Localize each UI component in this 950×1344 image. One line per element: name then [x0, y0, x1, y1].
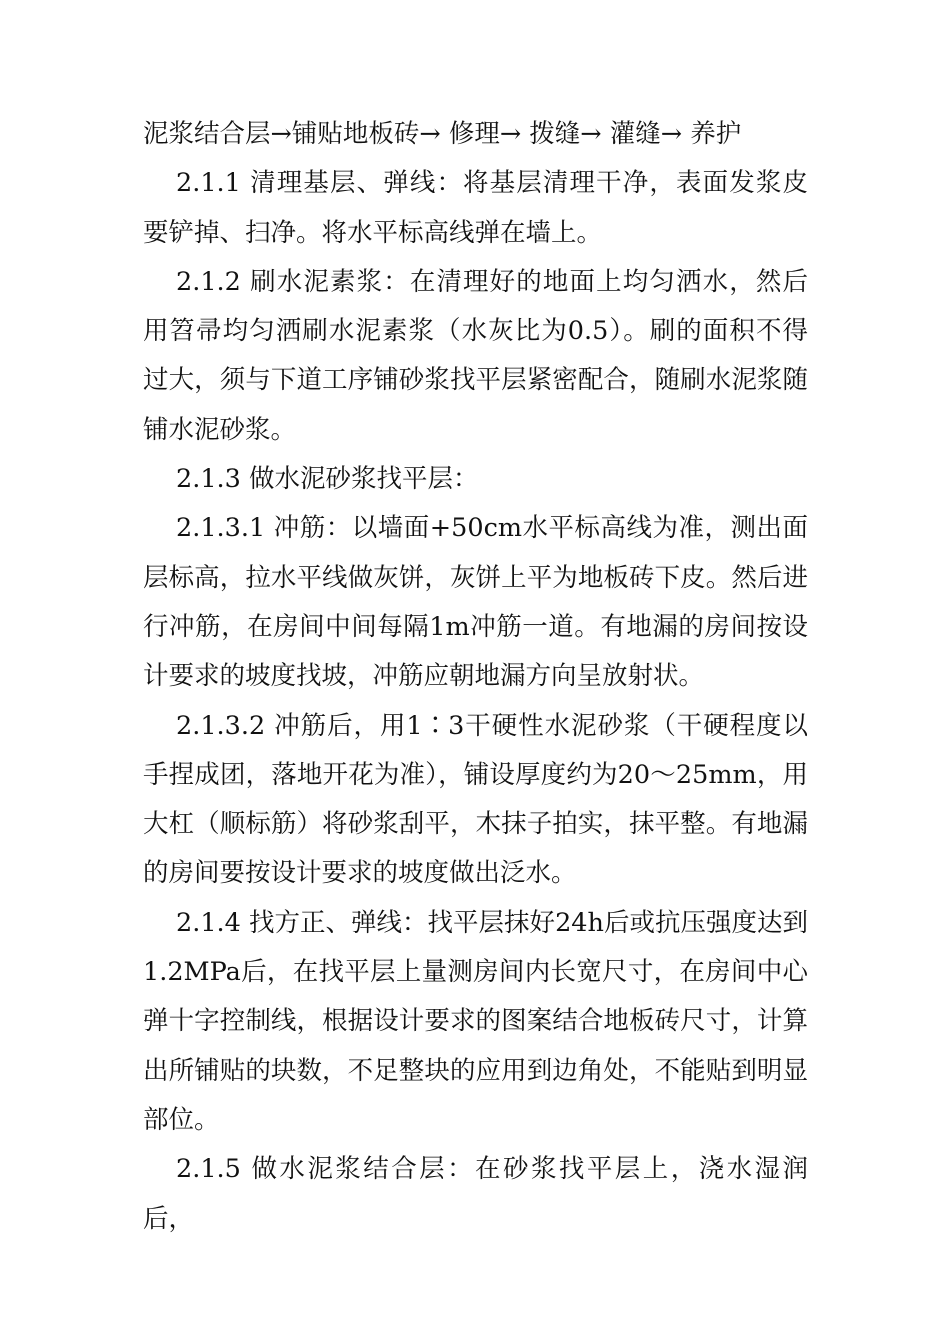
paragraph-2-1-3: 2.1.3 做水泥砂浆找平层： — [176, 464, 479, 495]
paragraph-2-1-2: 2.1.2 刷水泥素浆：在清理好的地面上均匀洒水，然后用笤帚均匀洒刷水泥素浆（水灰比为0.5）。刷的面积不得过大，须与下道工序铺砂浆找平层紧密配合，随刷水泥浆随铺水泥砂浆。 — [143, 266, 808, 445]
paragraph-2-1-4: 2.1.4 找方正、弹线：找平层抹好24h后或抗压强度达到1.2MPa后，在找平层上量测房间内长宽尺寸，在房间中心弹十字控制线，根据设计要求的图案结合地板砖尺寸，计算出所铺贴的块数，不足整块的应用到边角处，不能贴到明显部位。 — [143, 907, 808, 1135]
paragraph-2-1-3-1: 2.1.3.1 冲筋：以墙面+50cm水平标高线为准，测出面层标高，拉水平线做灰饼，灰饼上平为地板砖下皮。然后进行冲筋，在房间中间每隔1m冲筋一道。有地漏的房间按设计要求的坡度找坡，冲筋应朝地漏方向呈放射状。 — [143, 513, 808, 692]
document-body — [143, 110, 808, 1244]
paragraph-2-1-5: 2.1.5 做水泥浆结合层：在砂浆找平层上，浇水湿润后， — [143, 1154, 808, 1234]
paragraph-2-1-3-2: 2.1.3.2 冲筋后，用1∶3干硬性水泥砂浆（干硬程度以手捏成团，落地开花为准），铺设厚度约为20～25mm，用大杠（顺标筋）将砂浆刮平，木抹子拍实，抹平整。有地漏的房间要按设计要求的坡度做出泛水。 — [143, 710, 808, 889]
paragraph-2-1-1: 2.1.1 清理基层、弹线：将基层清理干净，表面发浆皮要铲掉、扫净。将水平标高线弹在墙上。 — [143, 168, 808, 248]
paragraph-process-flow: 泥浆结合层→铺贴地板砖→ 修理→ 拨缝→ 灌缝→ 养护 — [143, 119, 742, 149]
